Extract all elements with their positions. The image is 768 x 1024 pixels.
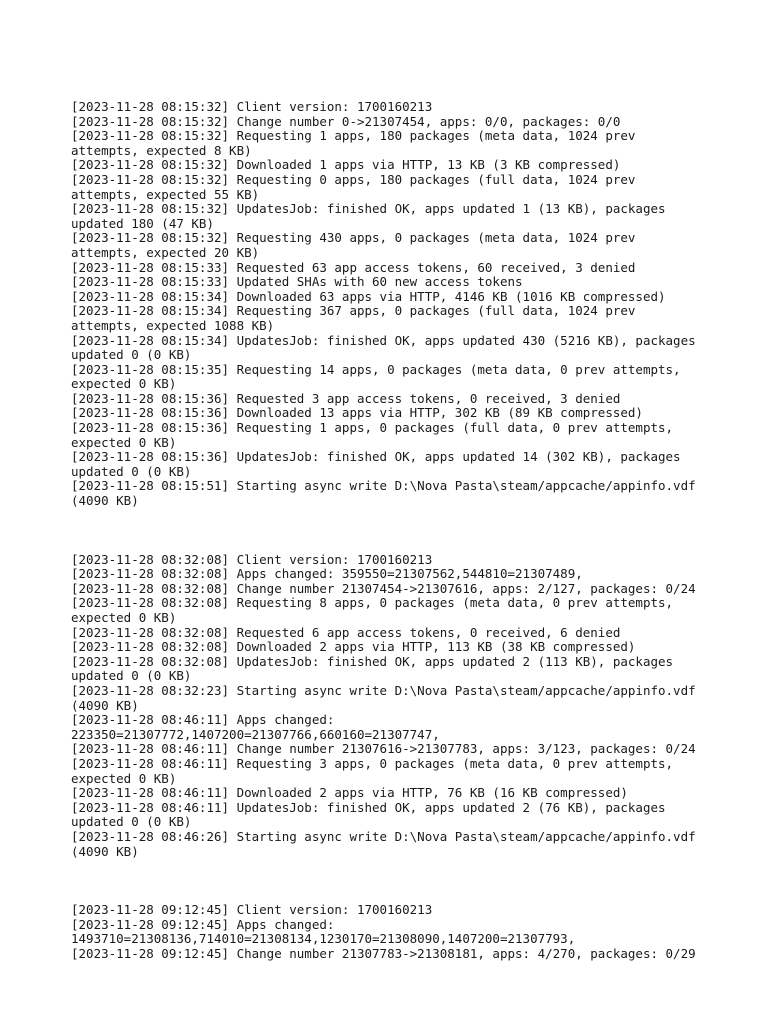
log-line: attempts, expected 8 KB) bbox=[71, 142, 252, 158]
log-line: 1493710=21308136,714010=21308134,1230170=21308090,1407200=21307793, bbox=[71, 931, 576, 947]
log-line: [2023-11-28 08:15:34] Requesting 367 apps, 0 packages (full data, 1024 prev bbox=[71, 303, 636, 319]
log-line: [2023-11-28 08:15:36] Requested 3 app access tokens, 0 received, 3 denied bbox=[71, 390, 621, 406]
log-line: [2023-11-28 08:15:32] Client version: 1700160213 bbox=[71, 99, 433, 114]
log-line: [2023-11-28 08:32:08] Client version: 1700160213 bbox=[71, 551, 433, 567]
log-line: [2023-11-28 08:15:51] Starting async write D:\Nova Pasta\steam/appcache/appinfo.vdf bbox=[71, 478, 696, 494]
log-line: [2023-11-28 08:32:08] Downloaded 2 apps via HTTP, 113 KB (38 KB compressed) bbox=[71, 639, 636, 655]
log-line: [2023-11-28 08:15:36] Downloaded 13 apps via HTTP, 302 KB (89 KB compressed) bbox=[71, 405, 643, 421]
log-line: [2023-11-28 08:46:11] Requesting 3 apps, 0 packages (meta data, 0 prev attempts, bbox=[71, 755, 674, 771]
log-line: (4090 KB) bbox=[71, 697, 139, 713]
log-line: [2023-11-28 08:15:32] Requesting 1 apps, 180 packages (meta data, 1024 prev bbox=[71, 128, 636, 144]
log-line: [2023-11-28 08:15:32] Requesting 430 apps, 0 packages (meta data, 1024 prev bbox=[71, 230, 636, 246]
log-line: attempts, expected 20 KB) bbox=[71, 244, 260, 260]
log-line: [2023-11-28 08:15:34] UpdatesJob: finished OK, apps updated 430 (5216 KB), packages bbox=[71, 332, 696, 348]
log-document bbox=[71, 100, 699, 961]
log-line: expected 0 KB) bbox=[71, 610, 177, 625]
log-line: 223350=21307772,1407200=21307766,660160=21307747, bbox=[71, 726, 440, 742]
block-separator bbox=[71, 509, 699, 553]
log-line: expected 0 KB) bbox=[71, 376, 177, 392]
log-line: attempts, expected 1088 KB) bbox=[71, 317, 275, 333]
log-line: expected 0 KB) bbox=[71, 434, 177, 450]
log-line: (4090 KB) bbox=[71, 493, 139, 509]
log-line: [2023-11-28 08:32:23] Starting async write D:\Nova Pasta\steam/appcache/appinfo.vdf bbox=[71, 682, 696, 698]
log-line: [2023-11-28 08:32:08] Requested 6 app access tokens, 0 received, 6 denied bbox=[71, 624, 621, 640]
log-line: [2023-11-28 08:15:32] UpdatesJob: finished OK, apps updated 1 (13 KB), packages bbox=[71, 201, 666, 217]
log-line: [2023-11-28 08:15:32] Requesting 0 apps, 180 packages (full data, 1024 prev bbox=[71, 171, 636, 187]
log-line: [2023-11-28 08:15:35] Requesting 14 apps, 0 packages (meta data, 0 prev attempts, bbox=[71, 361, 681, 377]
log-line: updated 0 (0 KB) bbox=[71, 463, 192, 479]
log-line: [2023-11-28 09:12:45] Client version: 1700160213 bbox=[71, 902, 433, 918]
log-line: [2023-11-28 08:46:11] UpdatesJob: finished OK, apps updated 2 (76 KB), packages bbox=[71, 799, 666, 815]
log-line: [2023-11-28 08:15:32] Downloaded 1 apps via HTTP, 13 KB (3 KB compressed) bbox=[71, 157, 621, 173]
log-line: [2023-11-28 08:46:26] Starting async write D:\Nova Pasta\steam/appcache/appinfo.vdf bbox=[71, 828, 696, 844]
log-block bbox=[71, 903, 699, 961]
log-line: [2023-11-28 08:15:36] UpdatesJob: finished OK, apps updated 14 (302 KB), packages bbox=[71, 449, 681, 465]
log-line: [2023-11-28 08:46:11] Downloaded 2 apps via HTTP, 76 KB (16 KB compressed) bbox=[71, 785, 628, 801]
log-line: [2023-11-28 09:12:45] Apps changed: bbox=[71, 916, 335, 932]
log-line: [2023-11-28 08:15:34] Downloaded 63 apps via HTTP, 4146 KB (1016 KB compressed) bbox=[71, 288, 666, 304]
log-line: updated 0 (0 KB) bbox=[71, 668, 192, 684]
log-line: [2023-11-28 08:32:08] UpdatesJob: finished OK, apps updated 2 (113 KB), packages bbox=[71, 653, 674, 669]
log-line: updated 180 (47 KB) bbox=[71, 215, 214, 231]
log-line: [2023-11-28 08:15:32] Change number 0->21307454, apps: 0/0, packages: 0/0 bbox=[71, 113, 621, 129]
log-line: [2023-11-28 08:32:08] Change number 21307454->21307616, apps: 2/127, packages: 0/24 bbox=[71, 580, 696, 596]
log-line: [2023-11-28 08:46:11] Apps changed: bbox=[71, 712, 335, 728]
log-block bbox=[71, 553, 699, 859]
log-line: [2023-11-28 08:15:33] Updated SHAs with 60 new access tokens bbox=[71, 274, 523, 290]
block-separator bbox=[71, 859, 699, 903]
log-line: attempts, expected 55 KB) bbox=[71, 186, 260, 202]
log-line: [2023-11-28 08:15:33] Requested 63 app access tokens, 60 received, 3 denied bbox=[71, 259, 636, 275]
log-line: [2023-11-28 08:15:36] Requesting 1 apps, 0 packages (full data, 0 prev attempts, bbox=[71, 420, 674, 436]
log-line: (4090 KB) bbox=[71, 843, 139, 859]
log-line: [2023-11-28 09:12:45] Change number 21307783->21308181, apps: 4/270, packages: 0/29 bbox=[71, 945, 696, 961]
log-line: updated 0 (0 KB) bbox=[71, 347, 192, 363]
log-block bbox=[71, 100, 699, 509]
log-line: updated 0 (0 KB) bbox=[71, 814, 192, 830]
log-line: [2023-11-28 08:32:08] Requesting 8 apps, 0 packages (meta data, 0 prev attempts, bbox=[71, 595, 674, 611]
log-line: [2023-11-28 08:46:11] Change number 21307616->21307783, apps: 3/123, packages: 0/24 bbox=[71, 741, 696, 757]
log-line: [2023-11-28 08:32:08] Apps changed: 359550=21307562,544810=21307489, bbox=[71, 566, 583, 582]
log-line: expected 0 KB) bbox=[71, 770, 177, 786]
